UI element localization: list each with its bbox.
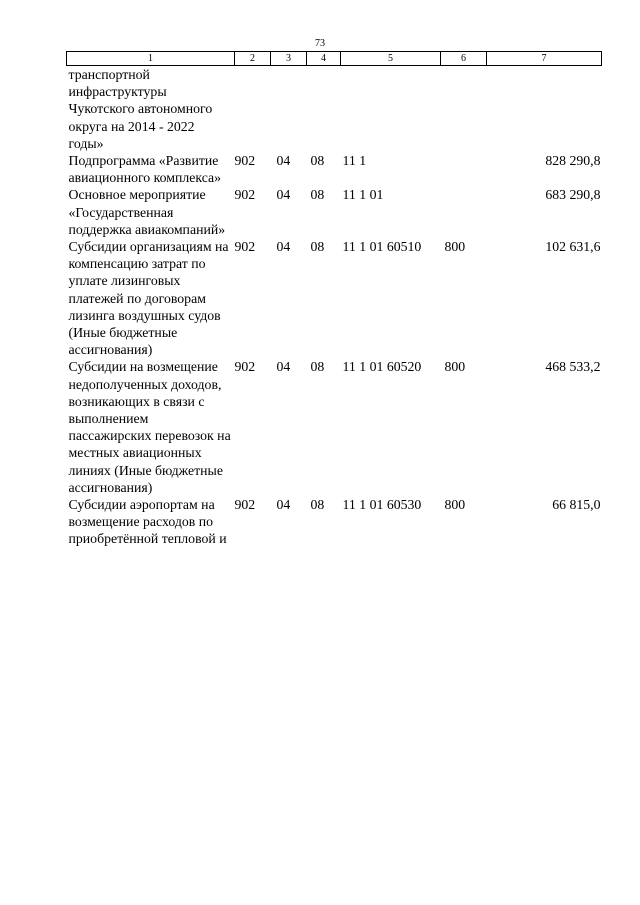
cell-pr: 08 — [310, 497, 325, 513]
header-col-7: 7 — [487, 52, 602, 66]
table-row — [67, 358, 602, 496]
cell-name: Субсидии аэропортам на возмещение расходов по приобретённой тепловой и — [68, 497, 227, 547]
cell-vr: 800 — [444, 239, 466, 255]
cell-vr — [441, 152, 487, 186]
cell-pr: 08 — [310, 153, 325, 169]
cell-rz: 04 — [276, 153, 291, 169]
cell-name: Подпрограмма «Развитие авиационного комплекса» — [68, 153, 222, 186]
table-header-row — [67, 52, 602, 66]
table-row — [67, 66, 602, 153]
table-row — [67, 496, 602, 548]
cell-amount: 828 290,8 — [545, 153, 601, 169]
cell-rz: 04 — [276, 359, 291, 375]
cell-grbs: 902 — [234, 497, 256, 513]
cell-pr: 08 — [310, 187, 325, 203]
cell-csr: 11 1 01 — [342, 187, 384, 203]
cell-csr — [341, 66, 441, 153]
cell-csr: 11 1 01 60520 — [342, 359, 422, 375]
cell-rz: 04 — [276, 497, 291, 513]
cell-amount: 66 815,0 — [552, 497, 601, 513]
cell-csr: 11 1 01 60530 — [342, 497, 422, 513]
header-col-4: 4 — [307, 52, 341, 66]
cell-name: Основное мероприятие «Государственная поддержка авиакомпаний» — [68, 187, 226, 237]
cell-vr — [441, 66, 487, 153]
cell-rz: 04 — [276, 239, 291, 255]
cell-csr: 11 1 — [342, 153, 367, 169]
cell-csr: 11 1 01 60510 — [342, 239, 422, 255]
cell-pr: 08 — [310, 359, 325, 375]
cell-vr: 800 — [444, 359, 466, 375]
table-row — [67, 152, 602, 186]
header-col-5: 5 — [341, 52, 441, 66]
table-row — [67, 186, 602, 238]
cell-rz: 04 — [276, 187, 291, 203]
cell-grbs: 902 — [234, 359, 256, 375]
cell-name: Субсидии на возмещение недополученных доходов, возникающих в связи с выполнением пассажирских перевозок на местных авиационных линиях (Иные бюджетные ассигнования) — [68, 359, 231, 495]
cell-amount: 683 290,8 — [545, 187, 601, 203]
cell-vr — [441, 186, 487, 238]
header-col-6: 6 — [441, 52, 487, 66]
cell-rz — [271, 66, 307, 153]
cell-amount: 102 631,6 — [545, 239, 601, 255]
cell-name: транспортной инфраструктуры Чукотского автономного округа на 2014 - 2022 годы» — [68, 67, 213, 151]
cell-grbs — [235, 66, 271, 153]
cell-pr — [307, 66, 341, 153]
cell-name: Субсидии организациям на компенсацию затрат по уплате лизинговых платежей по договорам лизинга воздушных судов (Иные бюджетные ассигнования) — [68, 239, 229, 358]
cell-pr: 08 — [310, 239, 325, 255]
page-number: 73 — [315, 38, 325, 49]
header-col-2: 2 — [235, 52, 271, 66]
cell-vr: 800 — [444, 497, 466, 513]
cell-grbs: 902 — [234, 153, 256, 169]
budget-table — [66, 51, 602, 548]
cell-grbs: 902 — [234, 239, 256, 255]
cell-amount: 468 533,2 — [545, 359, 601, 375]
header-col-3: 3 — [271, 52, 307, 66]
cell-amount — [487, 66, 602, 153]
table-row — [67, 238, 602, 358]
header-col-1: 1 — [67, 52, 235, 66]
cell-grbs: 902 — [234, 187, 256, 203]
